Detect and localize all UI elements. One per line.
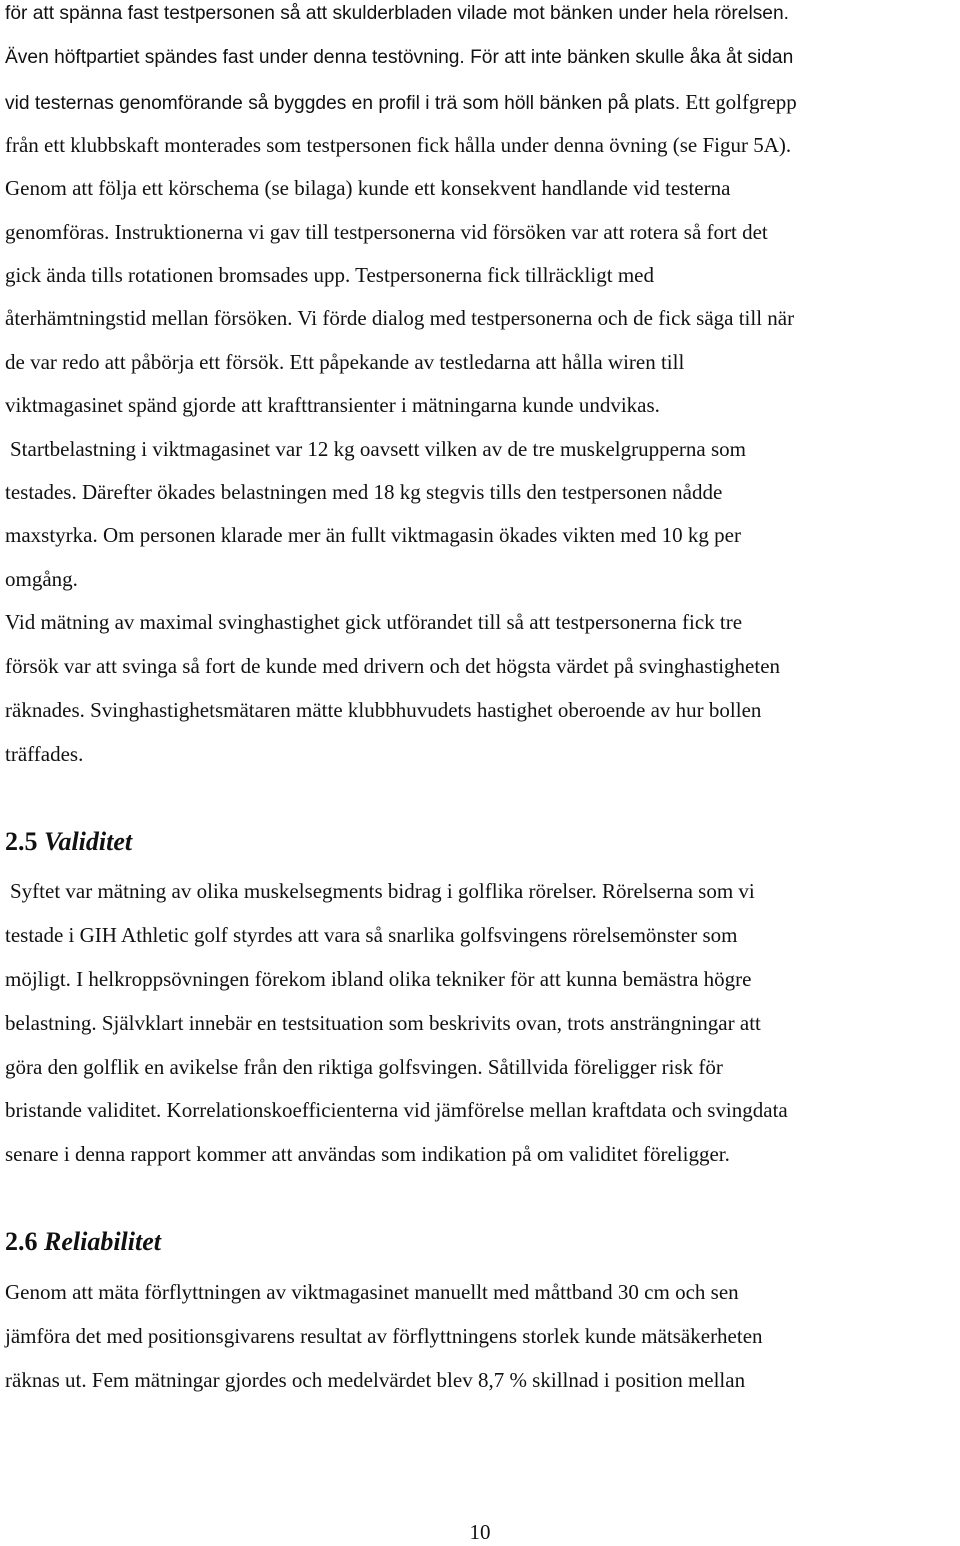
section-title: Validitet xyxy=(44,827,133,856)
body-text-line: testade i GIH Athletic golf styrdes att vara så snarlika golfsvingens rörelsemönster som xyxy=(5,923,738,947)
body-text-segment: Ett golfgrepp xyxy=(680,90,797,114)
body-text-line: gick ända tills rotationen bromsades upp. Testpersonerna fick tillräckligt med xyxy=(5,263,654,287)
body-text-line: från ett klubbskaft monterades som testpersonen fick hålla under denna övning (se Figur 5A). xyxy=(5,133,792,157)
body-text-line: senare i denna rapport kommer att användas som indikation på om validitet föreligger. xyxy=(5,1142,730,1166)
section-title: Reliabilitet xyxy=(44,1227,161,1256)
section-heading-validitet xyxy=(5,826,132,858)
section-number: 2.5 xyxy=(5,827,38,856)
body-text-line: testades. Därefter ökades belastningen med 18 kg stegvis tills den testpersonen nådde xyxy=(5,480,723,504)
body-text-line: möjligt. I helkroppsövningen förekom ibland olika tekniker för att kunna bemästra högre xyxy=(5,967,752,991)
body-text-line xyxy=(5,88,797,116)
body-text-line: försök var att svinga så fort de kunde med drivern och det högsta värdet på svinghastigheten xyxy=(5,654,781,678)
body-text-line: viktmagasinet spänd gjorde att krafttransienter i mätningarna kunde undvikas. xyxy=(5,393,660,417)
body-text-segment: vid testernas genomförande så byggdes en profil i trä som höll bänken på plats. xyxy=(5,93,681,114)
body-text-line: räknas ut. Fem mätningar gjordes och medelvärdet blev 8,7 % skillnad i position mellan xyxy=(5,1368,746,1392)
body-text-line: Genom att följa ett körschema (se bilaga) kunde ett konsekvent handlande vid testerna xyxy=(5,176,731,200)
body-text-line: för att spänna fast testpersonen så att skulderbladen vilade mot bänken under hela rörelsen. xyxy=(5,3,789,24)
section-number: 2.6 xyxy=(5,1227,38,1256)
section-heading-reliabilitet xyxy=(5,1226,161,1258)
body-text-segment: Instruktionerna vi gav till testpersonerna vid försöken var att rotera så fort det xyxy=(109,220,768,244)
body-text-line: göra den golflik en avikelse från den riktiga golfsvingen. Såtillvida föreligger risk för xyxy=(5,1055,723,1079)
body-text-line: räknades. Svinghastighetsmätaren mätte klubbhuvudets hastighet oberoende av hur bollen xyxy=(5,698,762,722)
body-text-line: jämföra det med positionsgivarens resultat av förflyttningens storlek kunde mätsäkerheten xyxy=(5,1324,763,1348)
body-text-line: återhämtningstid mellan försöken. Vi förde dialog med testpersonerna och de fick säga till när xyxy=(5,306,795,330)
body-text-line xyxy=(5,218,768,246)
body-text-line: Syftet var mätning av olika muskelsegments bidrag i golflika rörelser. Rörelserna som vi xyxy=(10,879,755,903)
body-text-line: Vid mätning av maximal svinghastighet gick utförandet till så att testpersonerna fick tre xyxy=(5,610,743,634)
body-text-line: omgång. xyxy=(5,567,78,591)
body-text-line: belastning. Självklart innebär en testsituation som beskrivits ovan, trots ansträngningar att xyxy=(5,1011,761,1035)
body-text-line: träffades. xyxy=(5,742,84,766)
body-text-line: bristande validitet. Korrelationskoefficienterna vid jämförelse mellan kraftdata och svingdata xyxy=(5,1098,788,1122)
body-text-line: maxstyrka. Om personen klarade mer än fullt viktmagasin ökades vikten med 10 kg per xyxy=(5,523,741,547)
body-text-line: Genom att mäta förflyttningen av viktmagasinet manuellt med måttband 30 cm och sen xyxy=(5,1280,739,1304)
body-text-segment: genomföras. xyxy=(5,220,110,244)
body-text-line: Även höftpartiet spändes fast under denna testövning. För att inte bänken skulle åka åt sidan xyxy=(5,47,794,68)
body-text-line: Startbelastning i viktmagasinet var 12 kg oavsett vilken av de tre muskelgrupperna som xyxy=(10,437,746,461)
body-text-line: de var redo att påbörja ett försök. Ett påpekande av testledarna att hålla wiren till xyxy=(5,350,685,374)
page-number: 10 xyxy=(469,1520,491,1544)
